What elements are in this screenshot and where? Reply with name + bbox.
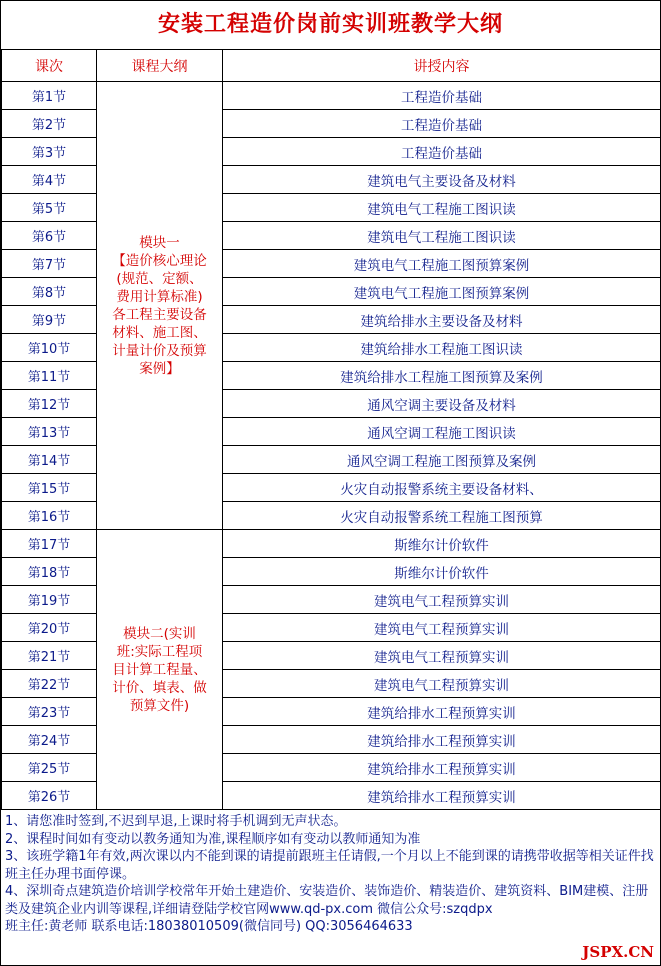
- note-item: 2、课程时间如有变动以教务通知为准,课程顺序如有变动以教师通知为准: [5, 831, 421, 847]
- module-one-line: 费用计算标准): [116, 288, 203, 305]
- module-one-line: 【造价核心理论: [112, 252, 207, 269]
- lesson-cell: 第22节: [2, 670, 97, 698]
- content-cell: 建筑给排水工程预算实训: [223, 782, 661, 810]
- lesson-cell: 第26节: [2, 782, 97, 810]
- table-row: [2, 82, 661, 110]
- module-one-line: 模块一: [139, 234, 180, 251]
- lesson-cell: 第20节: [2, 614, 97, 642]
- content-cell: 建筑给排水工程预算实训: [223, 754, 661, 782]
- lesson-cell: 第14节: [2, 446, 97, 474]
- module-two-line: 预算文件): [129, 697, 190, 714]
- lesson-cell: 第18节: [2, 558, 97, 586]
- content-cell: 通风空调工程施工图预算及案例: [223, 446, 661, 474]
- module-one-cell: [97, 82, 223, 530]
- content-cell: 建筑电气工程预算实训: [223, 670, 661, 698]
- module-two-line: 目计算工程量、: [112, 661, 207, 678]
- module-two-line: 计价、填表、做: [112, 679, 207, 696]
- lesson-cell: 第12节: [2, 390, 97, 418]
- table-header-row: [2, 50, 661, 82]
- page-title: 安装工程造价岗前实训班教学大纲: [1, 1, 660, 50]
- content-cell: 建筑电气工程施工图识读: [223, 222, 661, 250]
- content-cell: 建筑给排水工程预算实训: [223, 698, 661, 726]
- note-item: 4、深圳奇点建筑造价培训学校常年开始土建造价、安装造价、装饰造价、精装造价、建筑资料、BIM建模、注册类及建筑企业内训等课程,详细请登陆学校官网www.qd-px.com 微信公众号:szqdpx: [5, 884, 649, 917]
- content-cell: 建筑电气工程施工图识读: [223, 194, 661, 222]
- lesson-cell: 第15节: [2, 474, 97, 502]
- lesson-cell: 第5节: [2, 194, 97, 222]
- content-cell: 建筑电气工程施工图预算案例: [223, 250, 661, 278]
- content-cell: 建筑给排水工程施工图识读: [223, 334, 661, 362]
- header-lesson: 课次: [2, 50, 97, 82]
- table-row: [2, 530, 661, 558]
- module-two-line: 模块二(实训: [123, 625, 196, 642]
- content-cell: 工程造价基础: [223, 138, 661, 166]
- content-cell: 工程造价基础: [223, 82, 661, 110]
- content-cell: 斯维尔计价软件: [223, 530, 661, 558]
- lesson-cell: 第25节: [2, 754, 97, 782]
- header-outline: 课程大纲: [97, 50, 223, 82]
- content-cell: 通风空调工程施工图识读: [223, 418, 661, 446]
- lesson-cell: 第23节: [2, 698, 97, 726]
- module-one-line: 材料、施工图、: [112, 324, 207, 341]
- content-cell: 斯维尔计价软件: [223, 558, 661, 586]
- content-cell: 建筑电气主要设备及材料: [223, 166, 661, 194]
- site-logo: JSPX.CN: [582, 943, 654, 961]
- lesson-cell: 第3节: [2, 138, 97, 166]
- lesson-cell: 第21节: [2, 642, 97, 670]
- lesson-cell: 第17节: [2, 530, 97, 558]
- content-cell: 通风空调主要设备及材料: [223, 390, 661, 418]
- module-one-line: 各工程主要设备: [112, 306, 207, 323]
- lesson-cell: 第8节: [2, 278, 97, 306]
- module-two-line: 班:实际工程项: [116, 643, 203, 660]
- lesson-cell: 第4节: [2, 166, 97, 194]
- lesson-cell: 第1节: [2, 82, 97, 110]
- contact-line: 班主任:黄老师 联系电话:18038010509(微信同号) QQ:3056464633: [5, 919, 413, 934]
- notes-section: [1, 811, 660, 938]
- content-cell: 建筑电气工程预算实训: [223, 614, 661, 642]
- content-cell: 建筑电气工程预算实训: [223, 586, 661, 614]
- lesson-cell: 第6节: [2, 222, 97, 250]
- note-item: 1、请您准时签到,不迟到早退,上课时将手机调到无声状态。: [5, 814, 347, 829]
- module-one-line: 案例】: [139, 360, 180, 377]
- content-cell: 工程造价基础: [223, 110, 661, 138]
- lesson-cell: 第2节: [2, 110, 97, 138]
- header-content: 讲授内容: [223, 50, 661, 82]
- lesson-cell: 第9节: [2, 306, 97, 334]
- content-cell: 建筑给排水工程施工图预算及案例: [223, 362, 661, 390]
- module-one-line: (规范、定额、: [116, 270, 203, 287]
- lesson-cell: 第19节: [2, 586, 97, 614]
- lesson-cell: 第24节: [2, 726, 97, 754]
- content-cell: 建筑电气工程预算实训: [223, 642, 661, 670]
- lesson-cell: 第7节: [2, 250, 97, 278]
- module-two-cell: [97, 530, 223, 810]
- note-item: 3、该班学籍1年有效,两次课以内不能到课的请提前跟班主任请假,一个月以上不能到课的请携带收据等相关证件找班主任办理书面停课。: [5, 849, 654, 882]
- lesson-cell: 第10节: [2, 334, 97, 362]
- lesson-cell: 第11节: [2, 362, 97, 390]
- module-one-line: 计量计价及预算: [112, 342, 207, 359]
- syllabus-table: [1, 49, 661, 810]
- lesson-cell: 第16节: [2, 502, 97, 530]
- lesson-cell: 第13节: [2, 418, 97, 446]
- content-cell: 建筑电气工程施工图预算案例: [223, 278, 661, 306]
- content-cell: 火灾自动报警系统工程施工图预算: [223, 502, 661, 530]
- content-cell: 建筑给排水主要设备及材料: [223, 306, 661, 334]
- content-cell: 建筑给排水工程预算实训: [223, 726, 661, 754]
- content-cell: 火灾自动报警系统主要设备材料、: [223, 474, 661, 502]
